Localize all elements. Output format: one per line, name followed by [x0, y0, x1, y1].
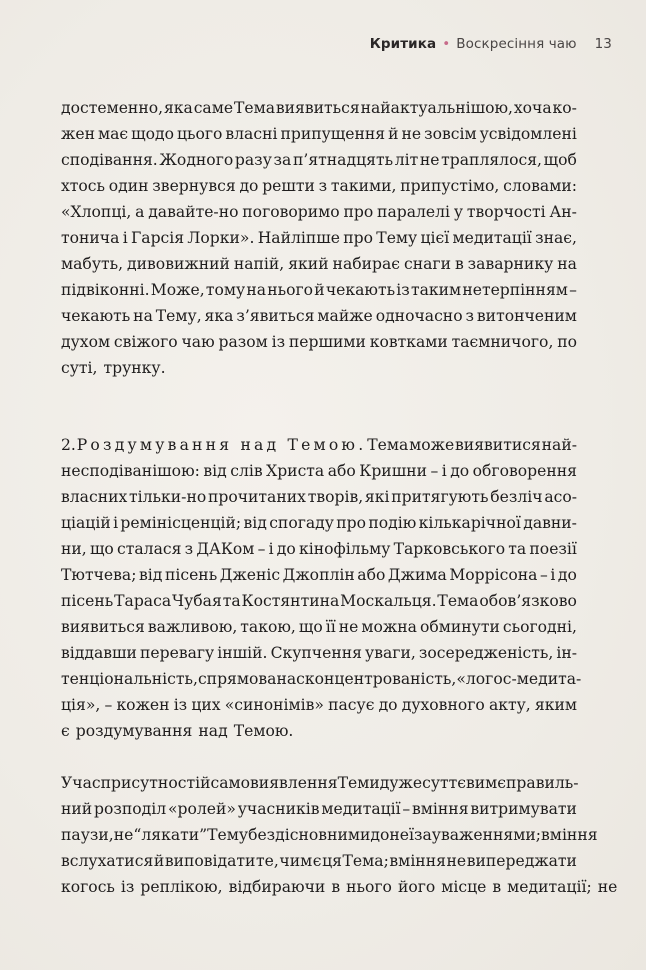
word: припустімо,	[400, 177, 500, 195]
word: цих	[191, 696, 221, 714]
text-line	[61, 277, 577, 303]
word: пасує	[328, 696, 375, 714]
word: нетерпінням	[462, 281, 568, 299]
word: пісень	[61, 592, 114, 610]
word: є	[312, 852, 322, 870]
word: Костянтина	[241, 592, 340, 610]
word: Темою.	[233, 722, 294, 740]
word: паралелі	[377, 203, 451, 221]
word: напій,	[233, 255, 285, 273]
word: самовиявлення	[210, 774, 338, 792]
word: на	[557, 255, 577, 273]
word: виявиться	[61, 618, 145, 636]
word: нього	[346, 878, 392, 896]
word: який	[288, 255, 329, 273]
word: Дженіс	[219, 566, 281, 584]
word: прочитаних	[207, 488, 306, 506]
text-line	[61, 796, 577, 822]
word: із	[271, 333, 286, 351]
word: тонича	[61, 229, 120, 247]
word: присутності	[100, 774, 201, 792]
word: Кришни	[359, 462, 427, 480]
word: дуже	[379, 774, 423, 792]
word: таємничого,	[451, 333, 554, 351]
word: таким	[410, 281, 462, 299]
word: знає,	[535, 229, 577, 247]
text-line	[61, 614, 577, 640]
word: –	[430, 462, 439, 480]
word: роздумування	[75, 722, 193, 740]
word: в	[454, 255, 464, 273]
word: цієї	[420, 229, 450, 247]
text-line	[61, 199, 577, 225]
word: такими,	[330, 177, 397, 195]
word: Джоплін	[282, 566, 355, 584]
word: випереджати	[466, 852, 577, 870]
word: Тарковського	[393, 540, 506, 558]
word: словами:	[503, 177, 577, 195]
word: медитації	[321, 800, 401, 818]
word: творів,	[307, 488, 364, 506]
word: Чубая	[172, 592, 222, 610]
word: снаги	[403, 255, 451, 273]
word: до	[239, 177, 259, 195]
word: тенціональність,	[61, 670, 198, 688]
word: вміння	[412, 800, 469, 818]
word: й	[388, 125, 399, 143]
word: одночасно	[375, 307, 463, 325]
word: та	[508, 540, 527, 558]
word: достеменно,	[61, 99, 164, 117]
word: з	[184, 540, 194, 558]
word: слів	[230, 462, 263, 480]
word: до	[370, 826, 390, 844]
word: най-	[541, 436, 577, 454]
word: давайте-но	[148, 203, 239, 221]
word: –	[104, 696, 113, 714]
word: медитації	[452, 229, 532, 247]
word: припущення	[280, 125, 386, 143]
word: Ан-	[549, 203, 577, 221]
word: притягують	[391, 488, 489, 506]
word: суті,	[61, 359, 98, 377]
text-line	[61, 251, 577, 277]
word: й	[314, 281, 325, 299]
word: безліч	[490, 488, 543, 506]
word: сконцентрованість,	[296, 670, 457, 688]
word: Тема	[367, 436, 409, 454]
word: із	[173, 696, 188, 714]
word: вміння	[389, 852, 446, 870]
word: кінофільму	[298, 540, 391, 558]
text-line	[61, 147, 577, 173]
running-head-separator: •	[442, 36, 451, 52]
word: кожен	[116, 696, 170, 714]
word: із	[120, 878, 135, 896]
word: перевагу	[139, 644, 215, 662]
word: до	[450, 462, 470, 480]
word: Тему,	[155, 307, 202, 325]
word: –	[257, 540, 266, 558]
word: вміння	[541, 826, 598, 844]
word: жен	[61, 125, 95, 143]
word: свіжого	[113, 333, 178, 351]
word: ковтками	[369, 333, 448, 351]
word: не	[401, 125, 422, 143]
word: У	[61, 774, 73, 792]
word: Найліпше	[257, 229, 340, 247]
word: яка	[163, 99, 193, 117]
text-line	[61, 666, 582, 692]
word: не	[419, 151, 440, 169]
word: духом	[61, 333, 111, 351]
word: Жодного	[159, 151, 234, 169]
text-line	[61, 432, 577, 458]
word: трунку.	[103, 359, 166, 377]
word: траплялося,	[441, 151, 543, 169]
word: час	[72, 774, 101, 792]
text-line	[61, 536, 577, 562]
word: паузи,	[61, 826, 114, 844]
word: усвідомлені	[479, 125, 577, 143]
word: мабуть,	[61, 255, 124, 273]
word: Христа	[266, 462, 325, 480]
word: віддавши	[61, 644, 137, 662]
word: Тема	[437, 592, 479, 610]
word: найактуальнішою,	[360, 99, 514, 117]
text-line	[61, 95, 577, 121]
text-line	[61, 225, 577, 251]
word: Тема;	[342, 852, 389, 870]
word: поезії	[529, 540, 577, 558]
word: яким	[534, 696, 577, 714]
text-line	[61, 329, 577, 355]
word: першими	[288, 333, 366, 351]
word: розподіл	[93, 800, 167, 818]
word: підвіконні.	[61, 281, 150, 299]
word: і	[113, 514, 119, 532]
word: є	[497, 774, 507, 792]
word: може	[409, 436, 455, 454]
word: сталася	[117, 540, 182, 558]
word: або	[357, 566, 386, 584]
text-line	[61, 121, 577, 147]
word: можна	[361, 618, 417, 636]
word: й	[153, 852, 165, 870]
word: дивовижний	[127, 255, 230, 273]
word: тільки-но	[129, 488, 207, 506]
word: –	[539, 566, 548, 584]
text-line	[61, 173, 577, 199]
word: Лорки».	[187, 229, 255, 247]
word: зосередженість,	[418, 644, 554, 662]
running-head-section: Критика	[369, 36, 437, 52]
word: важливою,	[147, 618, 238, 636]
word: сьогодні,	[502, 618, 577, 636]
word: учасників	[237, 800, 320, 818]
word: що	[298, 618, 323, 636]
word: її	[325, 618, 336, 636]
word: від	[243, 514, 267, 532]
word: один	[108, 177, 149, 195]
word: не	[113, 826, 134, 844]
word: обговорення	[472, 462, 577, 480]
word: і	[441, 462, 447, 480]
word: а	[135, 203, 145, 221]
word: когось	[61, 878, 115, 896]
running-head-chapter: Воскресіння чаю	[456, 36, 577, 52]
text-line	[61, 874, 618, 900]
word: про	[343, 203, 374, 221]
word: і	[550, 566, 556, 584]
word: ко-	[552, 99, 577, 117]
word: обминути	[419, 618, 500, 636]
text-line	[61, 692, 577, 718]
word: від	[139, 566, 163, 584]
word: не	[597, 878, 618, 896]
word: ця	[322, 852, 342, 870]
word: ція»,	[61, 696, 101, 714]
word: і	[268, 540, 274, 558]
word: давни-	[523, 514, 577, 532]
word: виявитися	[455, 436, 541, 454]
word: обов’язково	[479, 592, 577, 610]
word: на	[133, 307, 153, 325]
word: спрямована	[197, 670, 297, 688]
word: спогаду	[269, 514, 334, 532]
word: ремінісценцій;	[120, 514, 242, 532]
word: хтось	[61, 177, 106, 195]
word: реплікою,	[140, 878, 223, 896]
word: іншій.	[217, 644, 268, 662]
word: про	[343, 229, 374, 247]
word: або	[327, 462, 356, 480]
word: духовного	[401, 696, 485, 714]
word: відбираючи	[228, 878, 326, 896]
word: його	[397, 878, 436, 896]
word: ін-	[556, 644, 577, 662]
word: місце	[441, 878, 487, 896]
word: за	[273, 151, 292, 169]
word: на	[246, 281, 267, 299]
word: «ролей»	[167, 800, 236, 818]
word: чим	[279, 852, 313, 870]
word: решти	[262, 177, 315, 195]
word: –	[402, 800, 411, 818]
text-line	[61, 562, 577, 588]
word: щодо	[131, 125, 174, 143]
word: над	[198, 722, 228, 740]
word: подію	[368, 514, 417, 532]
word: разом	[218, 333, 268, 351]
word: майже	[317, 307, 373, 325]
word: є	[61, 722, 70, 740]
word: не	[446, 852, 467, 870]
word: Тютчева;	[61, 566, 137, 584]
running-head	[370, 36, 612, 52]
word: уваги,	[365, 644, 416, 662]
word: Тараса	[114, 592, 172, 610]
page-number: 13	[594, 36, 612, 52]
word: в	[331, 878, 341, 896]
word: несподіванішою:	[61, 462, 200, 480]
word: саме	[193, 99, 234, 117]
word: кількарічної	[418, 514, 521, 532]
word: те,	[256, 852, 279, 870]
section-number: 2.	[61, 436, 76, 454]
section-heading-spaced: Роздумування над Темою.	[76, 436, 367, 454]
word: Тема	[233, 99, 275, 117]
word: Теми	[337, 774, 380, 792]
word: «Хлопці,	[61, 203, 132, 221]
word: нього	[267, 281, 314, 299]
text-line	[61, 770, 577, 796]
word: тому	[205, 281, 246, 299]
word: з’явиться	[236, 307, 315, 325]
word: виявиться	[275, 99, 360, 117]
word: асо-	[544, 488, 577, 506]
word: в	[492, 878, 502, 896]
text-line	[61, 640, 577, 666]
word: медитації;	[507, 878, 592, 896]
word: й	[200, 774, 211, 792]
word: ціацій	[61, 514, 111, 532]
paragraph-1	[61, 95, 577, 381]
word: Москальця.	[340, 592, 437, 610]
word: заварнику	[467, 255, 554, 273]
word: що	[89, 540, 114, 558]
word: суттєвим	[422, 774, 498, 792]
word: такою,	[240, 618, 296, 636]
word: до	[378, 696, 398, 714]
word: Тему	[207, 826, 249, 844]
word: сподівання.	[61, 151, 158, 169]
word: у	[453, 203, 464, 221]
word: літ	[394, 151, 419, 169]
word: чекають	[61, 307, 131, 325]
word: щоб	[543, 151, 577, 169]
word: з	[318, 177, 328, 195]
word: набирає	[332, 255, 401, 273]
word: витонченим	[476, 307, 577, 325]
word: «синонімів»	[224, 696, 324, 714]
word: про	[336, 514, 367, 532]
word: –	[569, 281, 577, 299]
word: ДАКом	[196, 540, 255, 558]
text-line	[61, 484, 577, 510]
word: вслухатися	[61, 852, 154, 870]
word: пісень	[164, 566, 218, 584]
word: “лякати”	[133, 826, 208, 844]
text-line	[61, 303, 577, 329]
word: до	[276, 540, 296, 558]
text-line	[61, 458, 577, 484]
word: творчості	[466, 203, 546, 221]
word: ни,	[61, 540, 87, 558]
text-line	[61, 510, 577, 536]
word: з	[465, 307, 474, 325]
paragraph-3	[61, 770, 618, 900]
word: витримувати	[470, 800, 577, 818]
text-line	[61, 355, 577, 381]
word: акту,	[488, 696, 531, 714]
word: Скупчення	[270, 644, 362, 662]
word: разу	[234, 151, 272, 169]
word: до	[557, 566, 577, 584]
word: зауваженнями;	[414, 826, 542, 844]
word: бездісновними	[248, 826, 371, 844]
word: чекають	[325, 281, 396, 299]
word: Джима	[387, 566, 447, 584]
word: «логос-медита-	[456, 670, 582, 688]
word: хоча	[513, 99, 552, 117]
word: цього	[176, 125, 223, 143]
word: які	[364, 488, 390, 506]
word: звернувся	[152, 177, 236, 195]
word: неї	[389, 826, 414, 844]
text-line	[61, 848, 577, 874]
word: Тему	[376, 229, 418, 247]
word: Моррісона	[449, 566, 538, 584]
word: і	[122, 229, 128, 247]
word: виповідати	[164, 852, 256, 870]
word: Гарсія	[130, 229, 185, 247]
word: чаю	[181, 333, 215, 351]
word: правиль-	[506, 774, 579, 792]
word: із	[396, 281, 410, 299]
text-line	[61, 822, 598, 848]
word: від	[203, 462, 227, 480]
word: та	[222, 592, 241, 610]
word: яка	[204, 307, 234, 325]
text-line	[61, 718, 577, 744]
word: власні	[225, 125, 278, 143]
text-line	[61, 588, 577, 614]
word: зовсім	[424, 125, 477, 143]
paragraph-2	[61, 432, 582, 744]
word: має	[97, 125, 129, 143]
word: п’ятнадцять	[292, 151, 394, 169]
word: по	[557, 333, 577, 351]
word: власних	[61, 488, 128, 506]
word: ний	[61, 800, 93, 818]
word: поговоримо	[242, 203, 340, 221]
word: Може,	[150, 281, 205, 299]
word: не	[338, 618, 359, 636]
